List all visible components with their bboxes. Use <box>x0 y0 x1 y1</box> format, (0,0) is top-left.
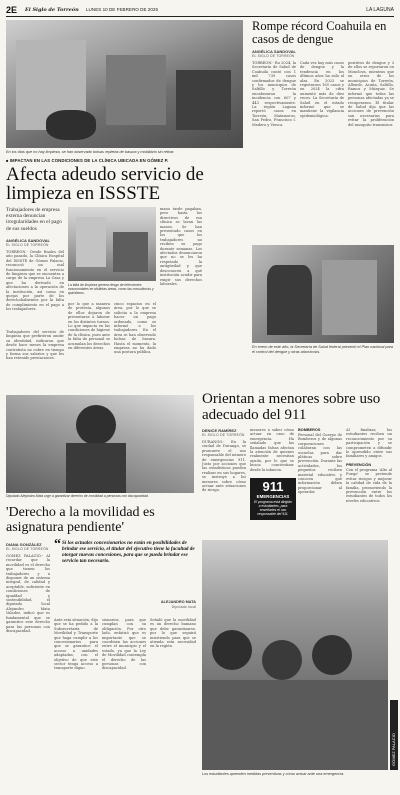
story2-deck: Trabajadores de empresa externa denuncian irregularidades en el pago de sus sueldos <box>6 207 62 232</box>
emergency-callout <box>250 478 296 520</box>
photo4-caption: Diputado Alejandro Mata urge a garantizar derecho de movilidad a personas con discapacidad. <box>6 494 149 498</box>
story2-col5: mano tarde pagaban, pero hasta los directivos de esa clínica se lavan las manos. Se han presentado casos en los que los trabajadores no reciben su pago durante semanas. Los afectados denunciaron que no se les ha respetado la antigüedad y que desconocen a qué institución acudir para exigir sus derechos laborales. <box>160 207 202 286</box>
callout-text: El programa está dirigido a estudiantes, para enseñarles el uso responsable del 911. <box>254 500 292 516</box>
dengue-inspection-photo <box>252 245 394 343</box>
masthead-date: LUNES 10 DE FEBRERO DE 2025 <box>86 7 158 12</box>
story2-headline: Afecta adeudo servicio de limpieza en ISSSTE <box>6 164 204 204</box>
clinic-hallway-photo <box>6 20 243 148</box>
story1-byline: ANGÉLICA SANDOVAL <box>252 49 296 54</box>
story3-col2: menores a saber cómo actuar en caso de emergencia. Ha señalado que las llamadas falsas afectan la atención de quienes realmente necesitan ayuda, por lo que se busca concientizar desde la infancia. <box>250 428 294 472</box>
story1-col3: positivos de dengue y 3 de ellos se reportaron en Monclova, mientras que en otros de los municipios de Torreón, Allende, Acuña, Saltillo, Ramos y Múzquiz. Se informó que todas las personas afectadas ya se recuperaron. El titular de Salud dijo que las acciones de prevención son necesarias para evitar la proliferación del mosquito transmisor. <box>348 61 394 127</box>
story2-byline: ANGÉLICA SANDOVAL <box>6 238 50 243</box>
story4-col2: Ante esta situación, dijo que se ha pedido a la Subsecretaría de Movilidad y Transporte que haga cumplir a los concesionarios para que se garantice el acceso a unidades adaptadas, con el objetivo de que este sector tenga acceso a transporte digno. <box>54 618 98 671</box>
story2-kicker-text: IMPACTAN EN LAS CONDICIONES DE LA CLÍNICA UBICADA EN GÓMEZ P. <box>9 158 169 163</box>
callout-title: EMERGENCIAS <box>256 494 290 499</box>
story3-col1: DURANGO.- En la ciudad de Durango, se promueve el uso responsable del número de emergencias 911. Justo por acciones que las estadísticas pueden realizar en sus hogares, se instruye a los menores sobre cómo actuar ante situaciones de riesgo. <box>202 440 246 493</box>
quote-role: Diputado local <box>171 605 196 609</box>
story2-col2: Trabajadores del servicio de limpieza que prefirieron omitir su identidad, indicaron que desde hace meses la empresa contratista no cubre en tiempo y forma sus salarios y que les han retenido prestaciones. <box>6 330 64 361</box>
story3-col4-subhead: PREVENCIÓN <box>346 463 372 467</box>
story2-col3: por lo que a manera de protesta, algunos de ellos dejaron de presentarse a laborar en los distintos turnos. Lo que impacta en las condiciones de higiene de la clínica, pues ante la falta de personal se acumulan los desechos en diferentes áreas. <box>68 302 110 351</box>
page-number: 2E <box>6 5 18 15</box>
section-side-tab <box>390 700 398 770</box>
story3-col4: Al finalizar, los estudiantes reciben un reconocimiento por su participación y se comprometen a difundir lo aprendido entre sus familiares y amigos. <box>346 428 392 459</box>
story1-source: EL SIGLO DE TORREÓN <box>252 54 295 58</box>
story3-byline: DENICE RAMÍREZ <box>202 428 237 433</box>
story3-col4b: Con el programa 'Alto al Fuego' se pretende evitar riesgos y mejorar la calidad de vida de la familia, promoviendo la prevención entre los estudiantes de todos los niveles educativos. <box>346 468 392 503</box>
quote-text: Si los actuales concesionarios no están en posibilidades de brindar ese servicio, el titular del ejecutivo tiene la facultad de otorgar nuevas concesiones, para que se pueda brindar ese servicio tan necesario. <box>62 540 195 564</box>
story4-col1: GÓMEZ PALACIO.- Al recordar que la movilidad es el derecho que tienen los trabajadores y a disponer de un sistema integral, de calidad y aceptable, suficiente en condiciones de igualdad y sostenibilidad, el diputado local Alejandro Mata Valadez, indicó que es fundamental que se garantice este derecho para las personas con discapacidad. <box>6 554 50 633</box>
diputado-photo <box>6 395 194 493</box>
photo2-caption: La falta de limpieza genera riesgo de infecciones nosocomiales en distintas áreas, como las consultorías y quirófanos. <box>68 283 154 295</box>
quote-mark-icon: “ <box>54 537 61 552</box>
masthead-rule <box>6 16 394 17</box>
waiting-room-photo <box>68 207 156 281</box>
story2-col4: cinco espacios en el área, por lo que se solicita a la empresa hacer un pago ordenado, como se informó a los trabajadores. En el área se han observado bolsas de basura. Hasta el momento, la empresa no ha dado una postura pública. <box>114 302 156 355</box>
photo3-caption: En enero de este año, la Secretaría de Salud federal presentó el Plan nacional para el control del dengue y otras arbovirosis. <box>252 345 394 354</box>
story3-col3-subhead: BOMBEROS <box>298 428 321 432</box>
story2-col1: TORREÓN.- Desde finales del año pasado, la Clínica Hospital del ISSSTE de Gómez Palacio, reconoció un mal funcionamiento en el servicio de limpieza que se encuentra a cargo de la empresa La Casa y que ha derivado en afectaciones a la operación de la institución, así como en quejas por parte de los derechohabientes por la falta de cumplimiento en el pago a los trabajadores. <box>6 250 64 312</box>
story2-kicker <box>6 158 243 163</box>
masthead <box>6 5 394 15</box>
story4-col4: Señaló que la movilidad es un derecho humano que debe garantizarse, por lo que seguirá insistiendo para que se atienda esta necesidad en la región. <box>150 618 196 649</box>
story4-source: EL SIGLO DE TORREÓN <box>6 547 49 551</box>
story1-col1: TORREÓN.- En 2024, la Secretaría de Salud de Coahuila contó con 1 mil 739 casos confirmados de dengue y los municipios de Saltillo y Torreón encabezaron la incidencia con 607 y 443 respectivamente. La región Laguna reportó casos en Torreón, Matamoros, San Pedro, Francisco I. Madero y Viesca. <box>252 61 296 127</box>
callout-number: 911 <box>262 479 284 494</box>
story3-source: EL SIGLO DE TORREÓN <box>202 433 245 437</box>
photo1-caption: En los días que no hay limpieza, se han observado bolsas repletas de basura y mobiliario sin retirar. <box>6 150 175 154</box>
story4-headline: 'Derecho a la movilidad es asignatura pendiente' <box>6 505 155 535</box>
story3-headline: Orientan a menores sobre uso adecuado del 911 <box>202 391 381 423</box>
section-name: LA LAGUNA <box>366 7 394 13</box>
story2-source: EL SIGLO DE TORREÓN <box>6 243 49 247</box>
story4-byline: DIANA GONZÁLEZ <box>6 542 42 547</box>
story1-headline: Rompe récord Coahuila en casos de dengue <box>252 19 387 46</box>
story1-col2: Cada vez hay más casos de dengue y la tendencia en los últimos años ha sido al alza. En 2023 se registraron 165 casos y en 2024 la cifra aumentó más de diez veces. La Secretaría de Salud en el estado informó que se mantiene la vigilancia epidemiológica. <box>300 61 344 118</box>
kicker-bullet-icon: ■ <box>6 158 10 163</box>
quote-author: ALEJANDRO MATA <box>160 600 196 604</box>
story3-col3: Personal del Cuerpo de Bomberos y de algunas corporaciones colaboran con las escuelas para dar pláticas sobre prevención. Durante las actividades, los pequeños reciben material educativo y conocen qué información deben proporcionar al operador. <box>298 433 342 495</box>
photo5-caption: Los estudiantes aprenden medidas preventivas y cómo actuar ante una emergencia. <box>202 772 345 776</box>
pull-quote <box>54 537 196 614</box>
students-photo <box>202 540 388 770</box>
story4-col3: sionarios, para que cumplan con su obligación. Por otro lado, enfatizó que es importante que se coordinen las acciones entre el municipio y el estado, ya que la Ley de Movilidad contempla el derecho de las personas con discapacidad. <box>102 618 146 671</box>
paper-name: El Siglo de Torreón <box>25 7 79 13</box>
side-tab-label: GÓMEZ PALACIO <box>391 733 396 766</box>
